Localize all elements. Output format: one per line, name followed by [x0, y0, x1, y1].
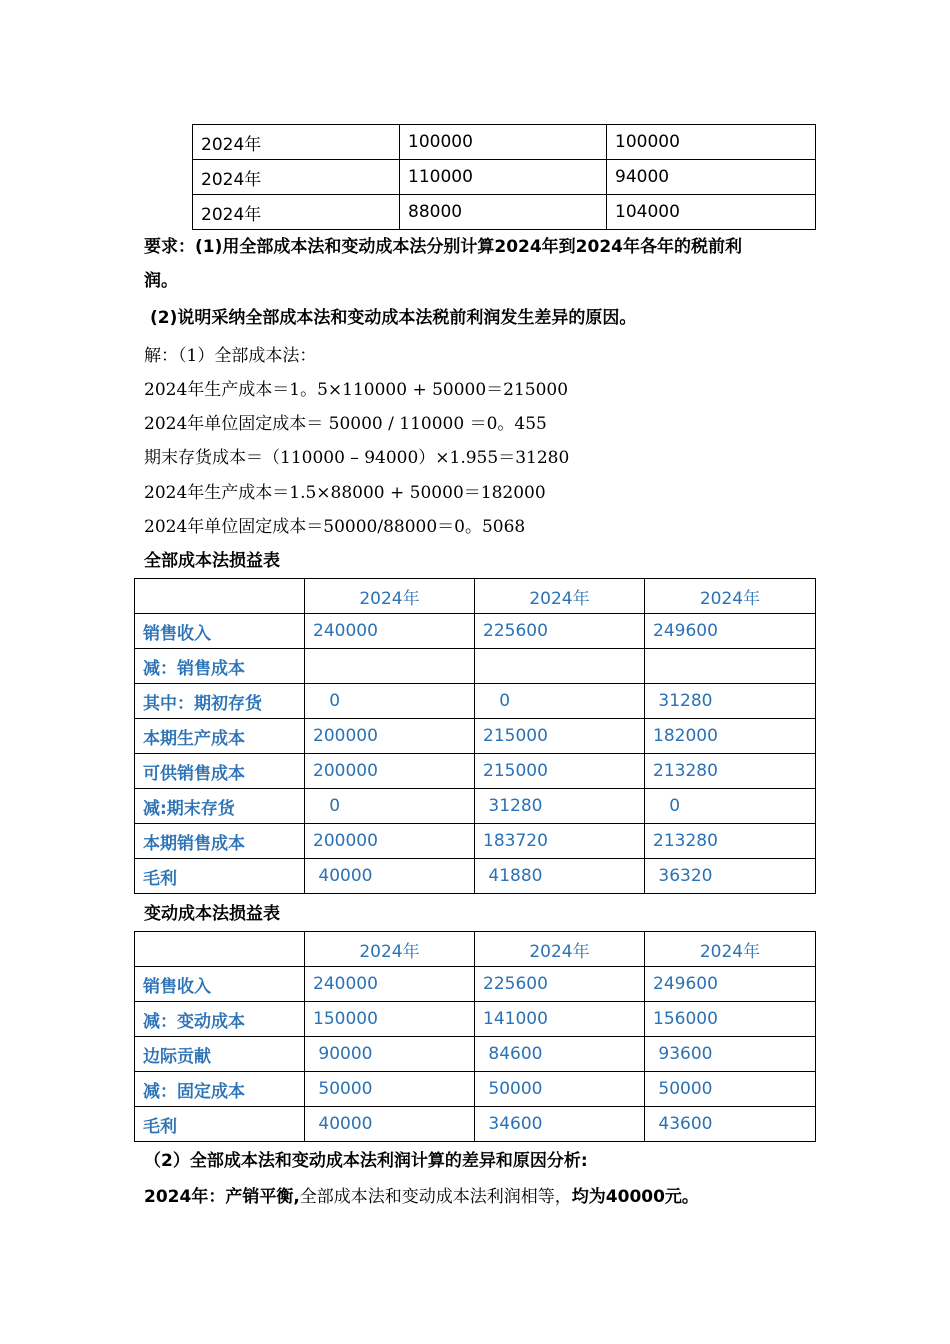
requirement-line-3: (2)说明采纳全部成本法和变动成本法税前利润发生差异的原因。 [150, 308, 637, 328]
solution-line: 2024年生产成本＝1.5×88000 + 50000＝182000 [144, 483, 546, 503]
table-row [193, 195, 816, 230]
table-row [135, 967, 816, 1002]
row-label-cell: 毛利 [135, 859, 305, 894]
value-cell [475, 649, 645, 684]
analysis-bold-1: 2024年：产销平衡, [144, 1187, 300, 1207]
value-cell: 200000 [305, 719, 475, 754]
table-row [135, 1002, 816, 1037]
absorption-costing-table [134, 578, 816, 894]
value-cell: 50000 [305, 1072, 475, 1107]
header-cell: 2024年 [645, 932, 816, 967]
value-cell: 213280 [645, 754, 816, 789]
value-cell: 93600 [645, 1037, 816, 1072]
header-cell: 2024年 [305, 932, 475, 967]
top-table [192, 124, 816, 230]
row-label-cell: 毛利 [135, 1107, 305, 1142]
solution-line: 2024年单位固定成本＝50000/88000＝0。5068 [144, 517, 526, 537]
value-cell: 225600 [475, 614, 645, 649]
requirement-line-1: 要求：(1)用全部成本法和变动成本法分别计算2024年到2024年各年的税前利 [144, 237, 742, 257]
value-cell: 84600 [475, 1037, 645, 1072]
value-cell: 41880 [475, 859, 645, 894]
solution-line: 2024年单位固定成本＝ 50000 / 110000 ＝0。455 [144, 414, 547, 434]
analysis-heading: （2）全部成本法和变动成本法利润计算的差异和原因分析: [144, 1151, 588, 1171]
value-cell: 50000 [645, 1072, 816, 1107]
row-label-cell: 本期生产成本 [135, 719, 305, 754]
value-cell: 31280 [645, 684, 816, 719]
value-cell: 150000 [305, 1002, 475, 1037]
table-row [135, 754, 816, 789]
variable-costing-table [134, 931, 816, 1142]
row-label-cell: 可供销售成本 [135, 754, 305, 789]
row-label-cell: 减：销售成本 [135, 649, 305, 684]
requirement-line-2: 润。 [144, 271, 178, 291]
header-cell: 2024年 [305, 579, 475, 614]
header-cell: 2024年 [645, 579, 816, 614]
row-label-cell: 销售收入 [135, 614, 305, 649]
value-cell: 40000 [305, 859, 475, 894]
value-cell: 215000 [475, 719, 645, 754]
solution-line: 2024年生产成本＝1。5×110000 + 50000＝215000 [144, 380, 569, 400]
header-cell [135, 579, 305, 614]
analysis-line [144, 1182, 699, 1207]
table-header-row [135, 579, 816, 614]
row-label-cell: 减：变动成本 [135, 1002, 305, 1037]
row-label-cell: 2024年 [193, 160, 400, 195]
value-cell: 43600 [645, 1107, 816, 1142]
value-cell: 100000 [400, 125, 607, 160]
value-cell: 240000 [305, 614, 475, 649]
value-cell: 141000 [475, 1002, 645, 1037]
table-row [135, 649, 816, 684]
table-row [135, 1107, 816, 1142]
row-label-cell: 减:期末存货 [135, 789, 305, 824]
table-row [135, 824, 816, 859]
value-cell: 249600 [645, 967, 816, 1002]
value-cell: 0 [645, 789, 816, 824]
header-cell: 2024年 [475, 579, 645, 614]
table-row [135, 1072, 816, 1107]
row-label-cell: 边际贡献 [135, 1037, 305, 1072]
value-cell: 200000 [305, 754, 475, 789]
header-cell: 2024年 [475, 932, 645, 967]
value-cell: 183720 [475, 824, 645, 859]
value-cell: 40000 [305, 1107, 475, 1142]
value-cell: 156000 [645, 1002, 816, 1037]
row-label-cell: 2024年 [193, 125, 400, 160]
table-row [135, 684, 816, 719]
value-cell [305, 649, 475, 684]
value-cell: 88000 [400, 195, 607, 230]
absorption-table-caption: 全部成本法损益表 [144, 551, 280, 571]
header-cell [135, 932, 305, 967]
table-row [135, 719, 816, 754]
value-cell: 31280 [475, 789, 645, 824]
value-cell: 110000 [400, 160, 607, 195]
table-row [135, 614, 816, 649]
solution-heading: 解：（1）全部成本法： [144, 346, 317, 366]
table-row [135, 859, 816, 894]
analysis-normal: 全部成本法和变动成本法利润相等， [299, 1187, 572, 1207]
value-cell: 225600 [475, 967, 645, 1002]
value-cell: 36320 [645, 859, 816, 894]
row-label-cell: 减：固定成本 [135, 1072, 305, 1107]
value-cell: 90000 [305, 1037, 475, 1072]
value-cell: 240000 [305, 967, 475, 1002]
row-label-cell: 本期销售成本 [135, 824, 305, 859]
value-cell: 200000 [305, 824, 475, 859]
value-cell: 34600 [475, 1107, 645, 1142]
value-cell: 100000 [607, 125, 816, 160]
table-row [193, 160, 816, 195]
row-label-cell: 2024年 [193, 195, 400, 230]
value-cell [645, 649, 816, 684]
value-cell: 213280 [645, 824, 816, 859]
table-header-row [135, 932, 816, 967]
value-cell: 94000 [607, 160, 816, 195]
table-row [193, 125, 816, 160]
value-cell: 215000 [475, 754, 645, 789]
value-cell: 0 [305, 789, 475, 824]
row-label-cell: 其中：期初存货 [135, 684, 305, 719]
value-cell: 50000 [475, 1072, 645, 1107]
value-cell: 0 [475, 684, 645, 719]
table-row [135, 1037, 816, 1072]
solution-line: 期末存货成本＝（110000 – 94000）×1.955＝31280 [144, 448, 570, 468]
value-cell: 0 [305, 684, 475, 719]
value-cell: 104000 [607, 195, 816, 230]
row-label-cell: 销售收入 [135, 967, 305, 1002]
value-cell: 249600 [645, 614, 816, 649]
variable-table-caption: 变动成本法损益表 [144, 904, 280, 924]
analysis-bold-2: 均为40000元。 [571, 1187, 699, 1207]
table-row [135, 789, 816, 824]
value-cell: 182000 [645, 719, 816, 754]
